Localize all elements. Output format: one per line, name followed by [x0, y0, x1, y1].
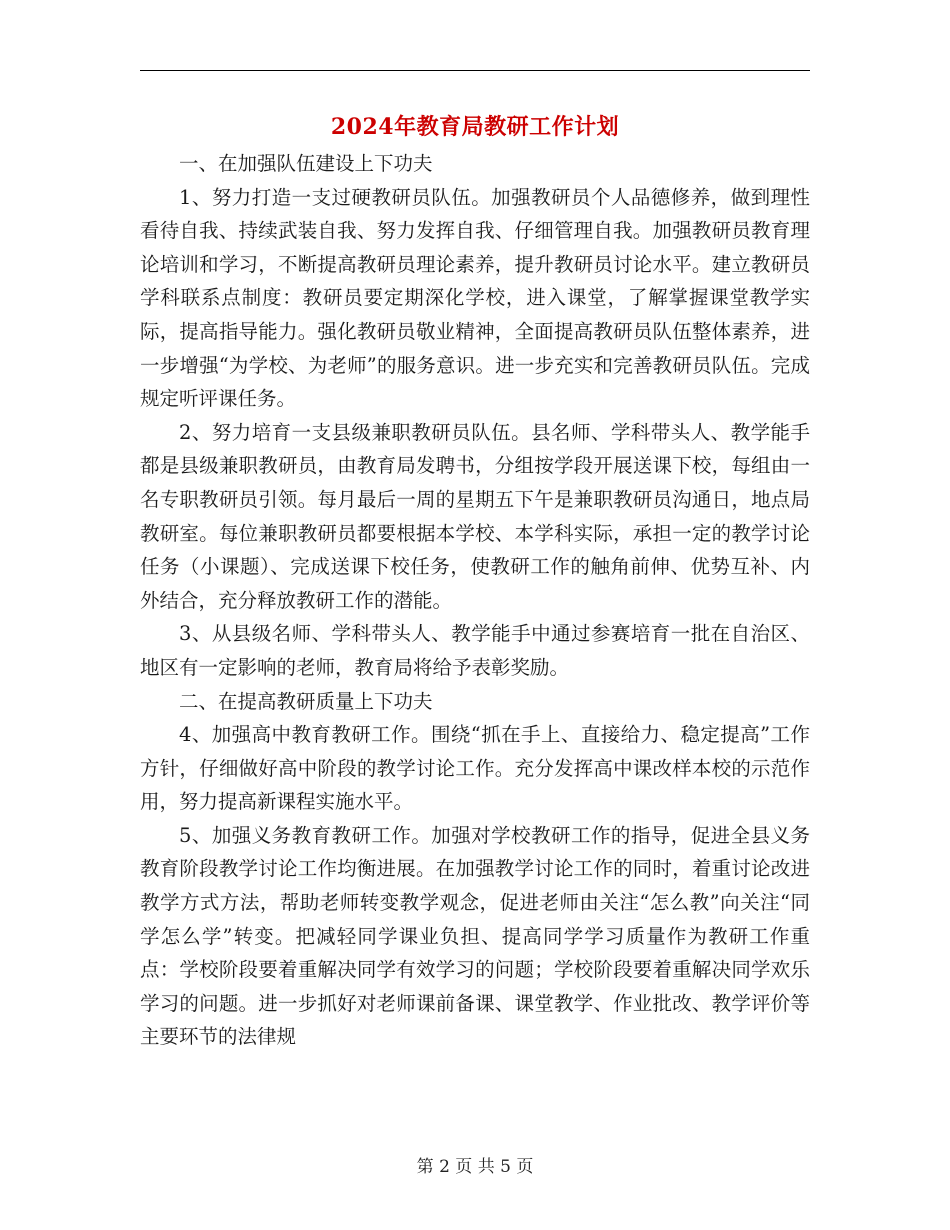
paragraph-item-1: 1、努力打造一支过硬教研员队伍。加强教研员个人品德修养，做到理性看待自我、持续武装自我、努力发挥自我、仔细管理自我。加强教研员教育理论培训和学习，不断提高教研员理论素养，提升教研员讨论水平。建立教研员学科联系点制度：教研员要定期深化学校，进入课堂，了解掌握课堂教学实际，提高指导能力。强化教研员敬业精神，全面提高教研员队伍整体素养，进一步增强“为学校、为老师”的服务意识。进一步充实和完善教研员队伍。完成规定听评课任务。: [140, 185, 810, 411]
paragraph-item-2: 2、努力培育一支县级兼职教研员队伍。县名师、学科带头人、教学能手都是县级兼职教研员，由教育局发聘书，分组按学段开展送课下校，每组由一名专职教研员引领。每月最后一周的星期五下午是兼职教研员沟通日，地点局教研室。每位兼职教研员都要根据本学校、本学科实际，承担一定的教学讨论任务（小课题）、完成送课下校任务，使教研工作的触角前伸、优势互补、内外结合，充分释放教研工作的潜能。: [140, 420, 810, 612]
header-rule: [140, 70, 810, 71]
page-number: 第 2 页 共 5 页: [416, 1157, 534, 1177]
section-heading-team-building: 一、在加强队伍建设上下功夫: [179, 152, 433, 175]
paragraph-item-5: 5、加强义务教育教研工作。加强对学校教研工作的指导，促进全县义务教育阶段教学讨论工作均衡进展。在加强教学讨论工作的同时，着重讨论改进教学方式方法，帮助老师转变教学观念，促进老师由关注“怎么教”向关注“同学怎么学”转变。把减轻同学课业负担、提高同学学习质量作为教研工作重点：学校阶段要着重解决同学有效学习的问题；学校阶段要着重解决同学欢乐学习的问题。进一步抓好对老师课前备课、课堂教学、作业批改、教学评价等主要环节的法律规: [140, 823, 810, 1049]
document-body: [140, 147, 810, 1054]
paragraph-item-4: 4、加强高中教育教研工作。围绕“抓在手上、直接给力、稳定提高”工作方针，仔细做好高中阶段的教学讨论工作。充分发挥高中课改样本校的示范作用，努力提高新课程实施水平。: [140, 723, 810, 814]
paragraph-item-3: 3、从县级名师、学科带头人、教学能手中通过参赛培育一批在自治区、地区有一定影响的老师，教育局将给予表彰奖励。: [140, 622, 810, 679]
document-title: 2024年教育局教研工作计划: [330, 114, 620, 140]
section-heading-research-quality: 二、在提高教研质量上下功夫: [179, 689, 433, 713]
